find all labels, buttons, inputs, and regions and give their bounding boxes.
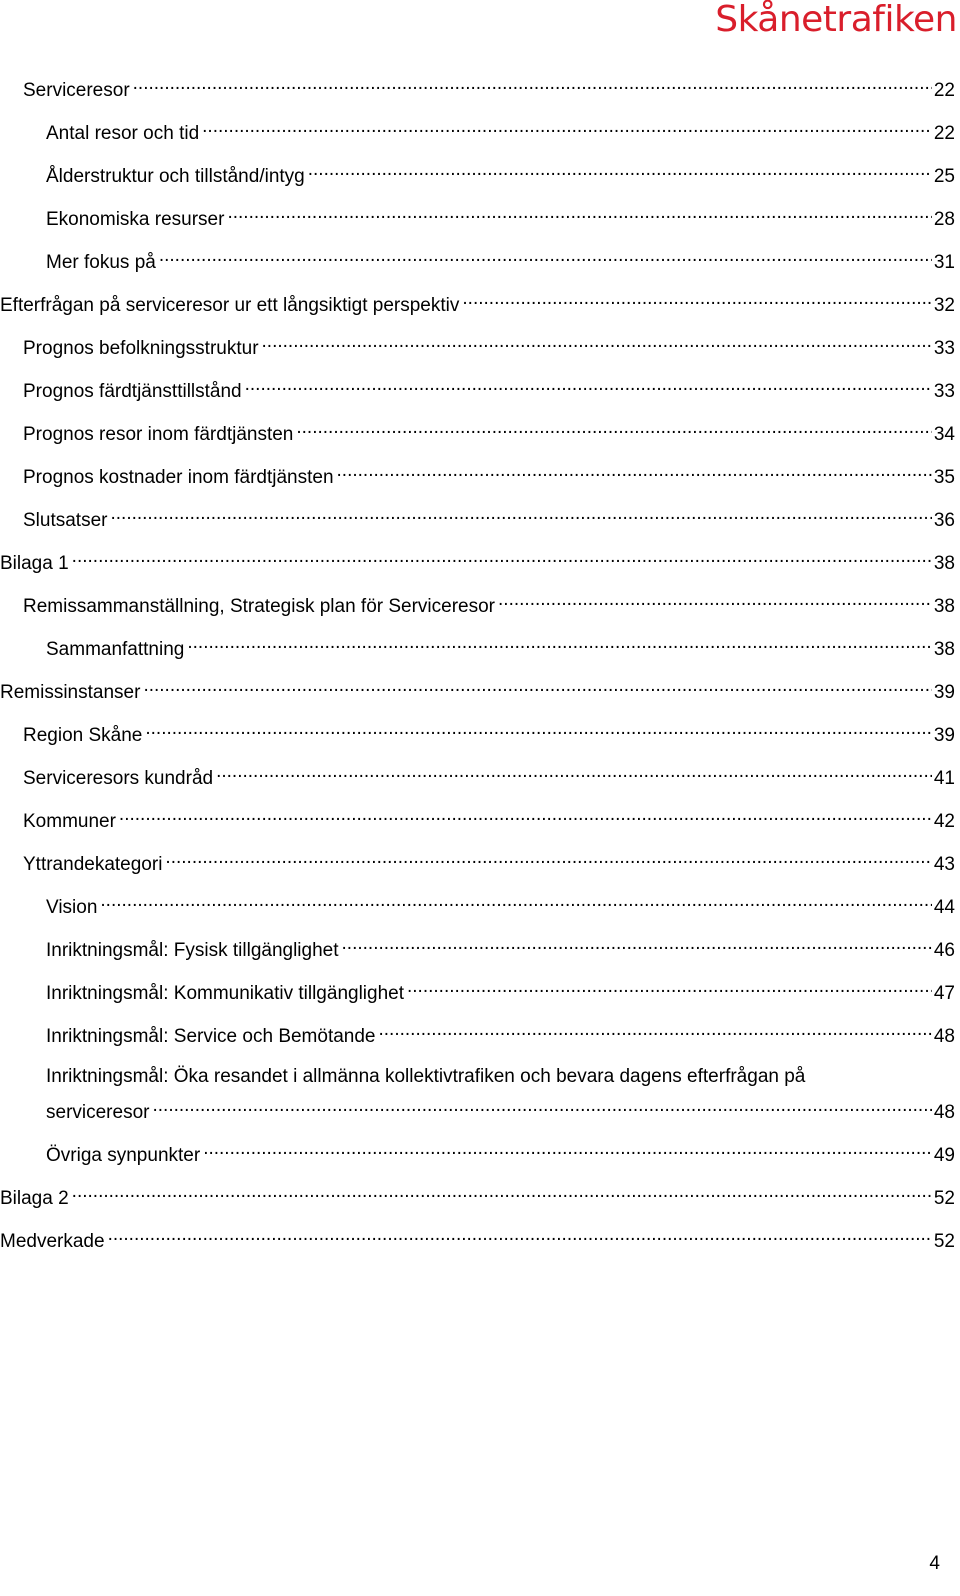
- toc-entry-title: Mer fokus på: [46, 252, 156, 273]
- toc-entry-page: 32: [933, 295, 955, 316]
- toc-leader-dots: [308, 162, 932, 182]
- toc-leader-dots: [108, 1227, 932, 1247]
- toc-entry-page: 39: [933, 725, 955, 746]
- toc-entry-page: 39: [933, 682, 955, 703]
- toc-entry-title: Yttrandekategori: [23, 854, 163, 875]
- toc-entry[interactable]: [0, 506, 955, 530]
- toc-leader-dots: [203, 1141, 932, 1161]
- toc-entry-page: 25: [933, 166, 955, 187]
- toc-leader-dots: [159, 248, 932, 268]
- toc-entry[interactable]: [0, 205, 955, 229]
- toc-entry-title: Vision: [46, 897, 98, 918]
- toc-leader-dots: [110, 506, 931, 526]
- toc-entry[interactable]: [0, 678, 955, 702]
- toc-leader-dots: [100, 893, 931, 913]
- toc-entry-page: 38: [933, 553, 955, 574]
- toc-entry-page: 22: [933, 80, 955, 101]
- toc-entry-page: 52: [933, 1188, 955, 1209]
- toc-entry-page: 48: [933, 1026, 955, 1047]
- toc-leader-dots: [119, 807, 932, 827]
- table-of-contents: [0, 76, 955, 1270]
- toc-leader-dots: [145, 721, 931, 741]
- toc-entry-title: Serviceresors kundråd: [23, 768, 214, 789]
- toc-entry[interactable]: [0, 893, 955, 917]
- toc-entry-title: Prognos kostnader inom färdtjänsten: [23, 467, 334, 488]
- toc-leader-dots: [337, 463, 932, 483]
- toc-entry[interactable]: [0, 764, 955, 788]
- toc-entry-title: Prognos färdtjänsttillstånd: [23, 381, 242, 402]
- toc-entry-page: 48: [933, 1102, 955, 1123]
- toc-entry-title: Slutsatser: [23, 510, 108, 531]
- toc-entry-page: 31: [933, 252, 955, 273]
- toc-entry-title: Inriktningsmål: Kommunikativ tillgänglighet: [46, 983, 404, 1004]
- toc-entry[interactable]: [0, 1141, 955, 1165]
- toc-leader-dots: [165, 850, 931, 870]
- toc-leader-dots: [296, 420, 931, 440]
- toc-leader-dots: [379, 1022, 932, 1042]
- toc-entry-title: Ålderstruktur och tillstånd/intyg: [46, 166, 305, 187]
- toc-entry[interactable]: [0, 850, 955, 874]
- toc-leader-dots: [407, 979, 932, 999]
- toc-leader-dots: [245, 377, 932, 397]
- toc-entry-title: Kommuner: [23, 811, 116, 832]
- toc-entry-page: 46: [933, 940, 955, 961]
- toc-entry-title: Sammanfattning: [46, 639, 185, 660]
- toc-entry[interactable]: [0, 377, 955, 401]
- toc-entry-title: Efterfrågan på serviceresor ur ett långsiktigt perspektiv: [0, 295, 460, 316]
- toc-leader-dots: [262, 334, 932, 354]
- skanetrafiken-logo: Skånetrafiken: [715, 0, 957, 40]
- toc-entry[interactable]: [0, 119, 955, 143]
- toc-entry-page: 36: [933, 510, 955, 531]
- toc-leader-dots: [187, 635, 932, 655]
- toc-entry-page: 22: [933, 123, 955, 144]
- toc-entry[interactable]: [0, 334, 955, 358]
- toc-entry-title: Remissinstanser: [0, 682, 141, 703]
- toc-leader-dots: [72, 1184, 932, 1204]
- toc-entry[interactable]: [0, 592, 955, 616]
- toc-entry-page: 33: [933, 381, 955, 402]
- toc-leader-dots: [342, 936, 932, 956]
- toc-entry-page: 47: [933, 983, 955, 1004]
- toc-entry-page: 52: [933, 1231, 955, 1252]
- toc-entry-title-line1: Inriktningsmål: Öka resandet i allmänna kollektivtrafiken och bevara dagens efterfrågan på: [46, 1066, 806, 1087]
- toc-leader-dots: [72, 549, 932, 569]
- toc-entry-page: 44: [933, 897, 955, 918]
- toc-entry-page: 33: [933, 338, 955, 359]
- toc-entry-title: Medverkade: [0, 1231, 105, 1252]
- toc-entry-title: Prognos befolkningsstruktur: [23, 338, 259, 359]
- page-number: 4: [929, 1553, 940, 1574]
- toc-entry[interactable]: [0, 936, 955, 960]
- toc-entry-page: 41: [933, 768, 955, 789]
- toc-leader-dots: [133, 76, 932, 96]
- toc-entry[interactable]: [0, 1227, 955, 1251]
- toc-entry-page: 43: [933, 854, 955, 875]
- toc-entry-title: Region Skåne: [23, 725, 143, 746]
- toc-entry[interactable]: [0, 1065, 955, 1122]
- toc-leader-dots: [152, 1098, 931, 1118]
- toc-leader-dots: [202, 119, 932, 139]
- toc-entry-page: 35: [933, 467, 955, 488]
- toc-entry-page: 42: [933, 811, 955, 832]
- toc-entry-title: Antal resor och tid: [46, 123, 200, 144]
- toc-entry-title: Ekonomiska resurser: [46, 209, 225, 230]
- toc-entry-title: Övriga synpunkter: [46, 1145, 201, 1166]
- toc-entry[interactable]: [0, 162, 955, 186]
- toc-entry[interactable]: [0, 1022, 955, 1046]
- toc-entry-title: Remissammanställning, Strategisk plan för Serviceresor: [23, 596, 496, 617]
- toc-entry[interactable]: [0, 420, 955, 444]
- toc-entry[interactable]: [0, 463, 955, 487]
- toc-entry-title: Bilaga 2: [0, 1188, 69, 1209]
- toc-leader-dots: [216, 764, 932, 784]
- toc-entry-title: Bilaga 1: [0, 553, 69, 574]
- toc-entry-title: Prognos resor inom färdtjänsten: [23, 424, 294, 445]
- toc-entry-page: 38: [933, 596, 955, 617]
- toc-leader-dots: [143, 678, 931, 698]
- toc-entry-page: 34: [933, 424, 955, 445]
- toc-entry[interactable]: [0, 979, 955, 1003]
- toc-entry-title: Inriktningsmål: Fysisk tillgänglighet: [46, 940, 339, 961]
- toc-entry[interactable]: [0, 807, 955, 831]
- toc-entry-title-line2: serviceresor: [46, 1102, 150, 1123]
- toc-entry[interactable]: [0, 291, 955, 315]
- toc-leader-dots: [498, 592, 932, 612]
- toc-entry[interactable]: [0, 721, 955, 745]
- toc-entry-title: Inriktningsmål: Service och Bemötande: [46, 1026, 376, 1047]
- toc-entry-page: 49: [933, 1145, 955, 1166]
- toc-entry[interactable]: [0, 635, 955, 659]
- toc-leader-dots: [462, 291, 931, 311]
- toc-entry[interactable]: [0, 1184, 955, 1208]
- toc-entry-page: 28: [933, 209, 955, 230]
- toc-entry-title: Serviceresor: [23, 80, 130, 101]
- toc-leader-dots: [227, 205, 931, 225]
- toc-entry[interactable]: [0, 76, 955, 100]
- toc-entry[interactable]: [0, 549, 955, 573]
- toc-entry-page: 38: [933, 639, 955, 660]
- toc-entry[interactable]: [0, 248, 955, 272]
